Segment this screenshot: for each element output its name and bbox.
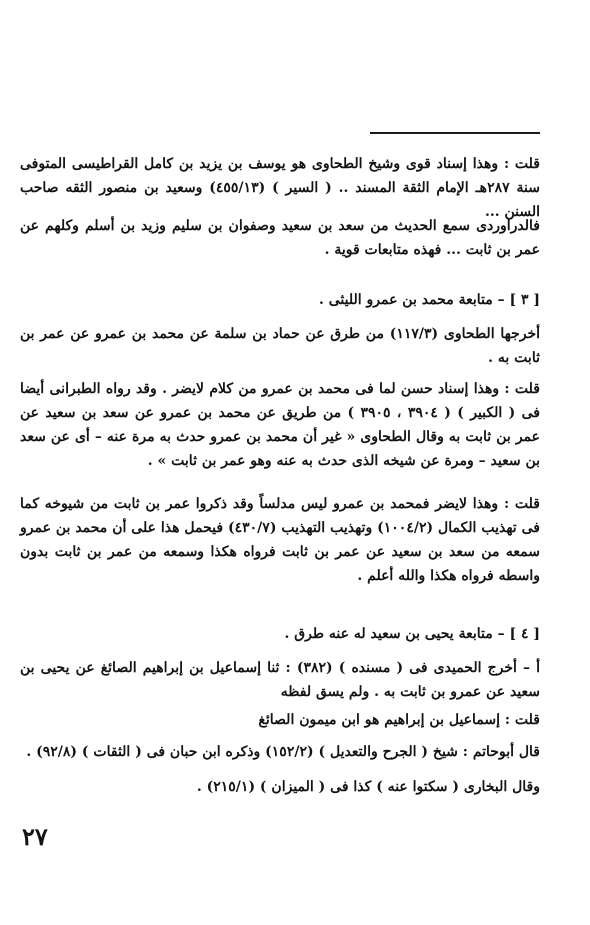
paragraph-darawardi: فالدراوردى سمع الحديث من سعد بن سعيد وصفوان بن سليم وزيد بن أسلم وكلهم عن عمر بن ثابت ... فهذه متابعات قوية . [20,218,540,258]
paragraph-tahawi-takhrij: أخرجها الطحاوى (١١٧/٣) من طرق عن حماد بن سلمة عن محمد بن عمرو عن عمر بن ثابت به . [20,326,540,366]
paragraph-humaydi: أ – أخرج الحميدى فى ( مسنده ) (٣٨٢) : ثنا إسماعيل بن إبراهيم الصائغ عن يحيى بن سعيد عن عمرو بن ثابت به . ولم يسق لفظه [20,660,540,700]
heading-mutabaah-3: [ ٣ ] – متابعة محمد بن عمرو الليثى . [318,292,540,308]
footnote-separator-rule [370,132,540,134]
heading-mutabaah-4: [ ٤ ] – متابعة يحيى بن سعيد له عنه طرق . [284,626,540,642]
paragraph-ismail: قلت : إسماعيل بن إبراهيم هو ابن ميمون الصائغ [258,712,540,728]
paragraph-isnad-tahawi: قلت : وهذا إسناد قوى وشيخ الطحاوى هو يوسف بن يزيد بن كامل القراطيسى المتوفى سنة ٢٨٧هـ الإمام الثقة المسند .. ( السير ) (٤٥٥/١٣) وسعيد بن منصور الثقه صاحب السنن ... [20,156,541,220]
paragraph-abu-hatim: قال أبوحاتم : شيخ ( الجرح والتعديل ) (١٥٢/٢) وذكره ابن حبان فى ( الثقات ) (٩٢/٨) . [26,744,540,760]
paragraph-bukhari: وقال البخارى ( سكتوا عنه ) كذا فى ( الميزان ) (٢١٥/١) . [196,779,540,795]
paragraph-isnad-hasan: قلت : وهذا إسناد حسن لما فى محمد بن عمرو من كلام لايضر . وقد رواه الطبرانى أيضا فى ( الكبير ) ( ٣٩٠٤ ، ٣٩٠٥ ) من طريق عن محمد بن عمرو عن سعد بن سعيد عن عمر بن ثابت به وقال الطحاوى « غير أن محمد بن عمرو حدث به مرة عنه – أى عن سعد بن سعيد – ومرة عن شيخه الذى حدث به عنه وهو عمر بن ثابت » . [20,381,540,469]
paragraph-la-yadur: قلت : وهذا لايضر فمحمد بن عمرو ليس مدلساً وقد ذكروا عمر بن ثابت من شيوخه كما فى تهذيب الكمال (١٠٠٤/٢) وتهذيب التهذيب (٤٣٠/٧) فيحمل هذا على أن محمد بن عمرو سمعه من سعد بن سعيد عن عمر بن ثابت فرواه هكذا وسمعه من عمر بن ثابت بدون واسطه فرواه هكذا والله أعلم . [20,496,540,584]
page-number: ٢٧ [22,822,48,851]
